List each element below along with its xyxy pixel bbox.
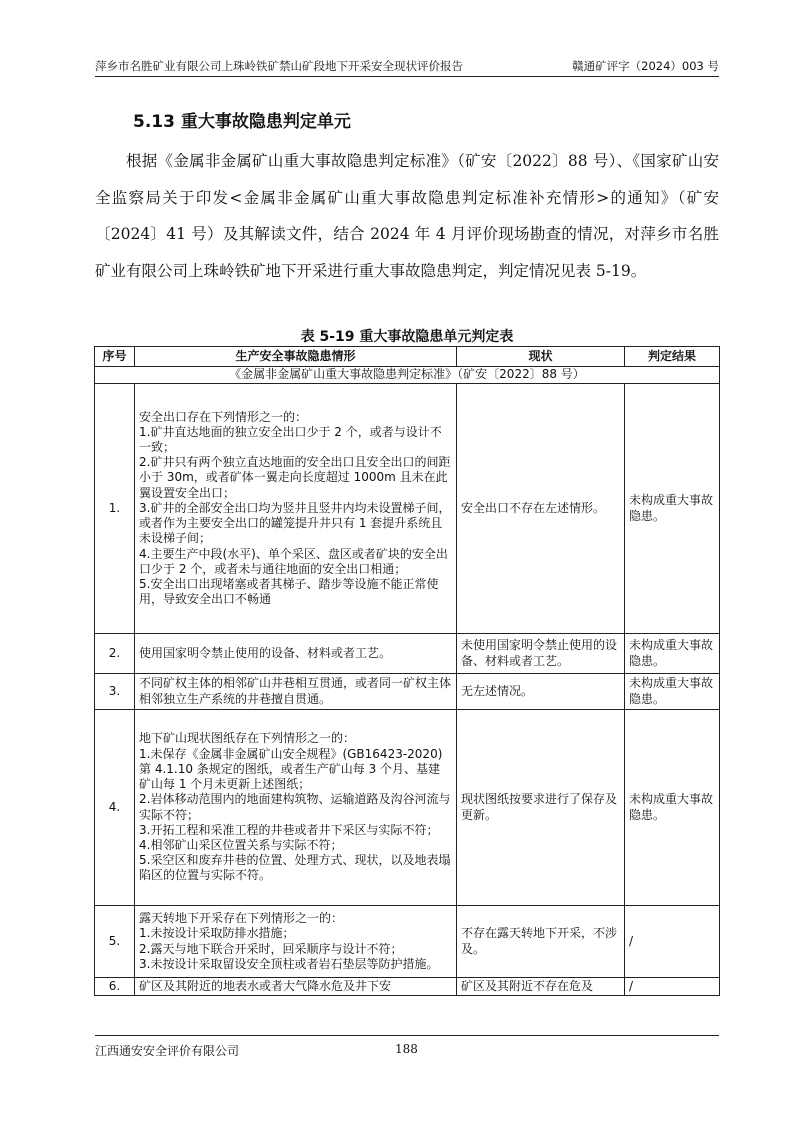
col-header-result: 判定结果 (625, 347, 720, 367)
cell-status: 矿区及其附近不存在危及 (457, 978, 625, 996)
cell-situation: 矿区及其附近的地表水或者大气降水危及井下安 (135, 978, 457, 996)
cell-situation: 露天转地下开采存在下列情形之一的： 1.未按设计采取防排水措施； 2.露天与地下联合开采时，回采顺序与设计不符； 3.未按设计采取留设安全顶柱或者岩石垫层等防护措施。 (135, 906, 457, 978)
table-row (95, 906, 720, 978)
cell-no: 3. (95, 674, 135, 710)
table-row (95, 674, 720, 710)
footer-company: 江西通安安全评价有限公司 (95, 1044, 240, 1058)
cell-status: 安全出口不存在左述情形。 (457, 384, 625, 634)
cell-no: 6. (95, 978, 135, 996)
cell-situation: 使用国家明令禁止使用的设备、材料或者工艺。 (135, 634, 457, 674)
cell-status: 未使用国家明令禁止使用的设备、材料或者工艺。 (457, 634, 625, 674)
header-report-title: 萍乡市名胜矿业有限公司上珠岭铁矿禁山矿段地下开采安全现状评价报告 (95, 59, 463, 73)
col-header-status: 现状 (457, 347, 625, 367)
header-report-number: 赣通矿评字（2024）003 号 (572, 59, 719, 73)
cell-no: 4. (95, 710, 135, 906)
col-header-situation: 生产安全事故隐患情形 (135, 347, 457, 367)
table-row (95, 384, 720, 634)
table-row (95, 710, 720, 906)
cell-situation: 不同矿权主体的相邻矿山井巷相互贯通，或者同一矿权主体相邻独立生产系统的井巷擅自贯通。 (135, 674, 457, 710)
table-group-row (95, 367, 720, 384)
cell-status: 现状图纸按要求进行了保存及更新。 (457, 710, 625, 906)
cell-result: 未构成重大事故隐患。 (625, 710, 720, 906)
page-footer (95, 1035, 719, 1060)
cell-status: 不存在露天转地下开采，不涉及。 (457, 906, 625, 978)
cell-no: 1. (95, 384, 135, 634)
page-number: 188 (395, 1042, 418, 1056)
hazard-judgement-table (94, 346, 720, 996)
cell-result: 未构成重大事故隐患。 (625, 634, 720, 674)
cell-situation: 安全出口存在下列情形之一的： 1.矿井直达地面的独立安全出口少于 2 个，或者与设计不一致； 2.矿井只有两个独立直达地面的安全出口且安全出口的间距小于 30m，或者矿体一翼走向长度超过 1000m 且未在此翼设置安全出口； 3.矿井的全部安全出口均为竖井且竖井内均未设置梯子间，或者作为主要安全出口的罐笼提升井只有 1 套提升系统且未设梯子间； 4.主要生产中段(水平)、单个采区、盘区或者矿块的安全出口少于 2 个，或者未与通往地面的安全出口相通； 5.安全出口出现堵塞或者其梯子、踏步等设施不能正常使用，导致安全出口不畅通 (135, 384, 457, 634)
col-header-no: 序号 (95, 347, 135, 367)
cell-result: 未构成重大事故隐患。 (625, 674, 720, 710)
section-title: 5.13 重大事故隐患判定单元 (133, 112, 351, 132)
cell-no: 2. (95, 634, 135, 674)
table-row (95, 634, 720, 674)
group-standard-label: 《金属非金属矿山重大事故隐患判定标准》（矿安〔2022〕88 号） (95, 367, 720, 384)
cell-result: / (625, 978, 720, 996)
cell-result: 未构成重大事故隐患。 (625, 384, 720, 634)
table-header-row (95, 347, 720, 367)
page-header (95, 56, 719, 77)
section-paragraph: 根据《金属非金属矿山重大事故隐患判定标准》（矿安〔2022〕88 号）、《国家矿山安全监察局关于印发<金属非金属矿山重大事故隐患判定标准补充情形>的通知》（矿安〔2024〕41 号）及其解读文件，结合 2024 年 4 月评价现场勘查的情况，对萍乡市名胜矿业有限公司上珠岭铁矿地下开采进行重大事故隐患判定，判定情况见表 5-19。 (95, 152, 719, 281)
cell-result: / (625, 906, 720, 978)
table-caption: 表 5-19 重大事故隐患单元判定表 (300, 329, 514, 345)
cell-status: 无左述情况。 (457, 674, 625, 710)
cell-no: 5. (95, 906, 135, 978)
cell-situation: 地下矿山现状图纸存在下列情形之一的： 1.未保存《金属非金属矿山安全规程》(GB16423-2020)第 4.1.10 条规定的图纸，或者生产矿山每 3 个月、基建矿山每 1 个月未更新上述图纸； 2.岩体移动范围内的地面建构筑物、运输道路及沟谷河流与实际不符； 3.开拓工程和采准工程的井巷或者井下采区与实际不符； 4.相邻矿山采区位置关系与实际不符； 5.采空区和废弃井巷的位置、处理方式、现状，以及地表塌陷区的位置与实际不符。 (135, 710, 457, 906)
table-row (95, 978, 720, 996)
